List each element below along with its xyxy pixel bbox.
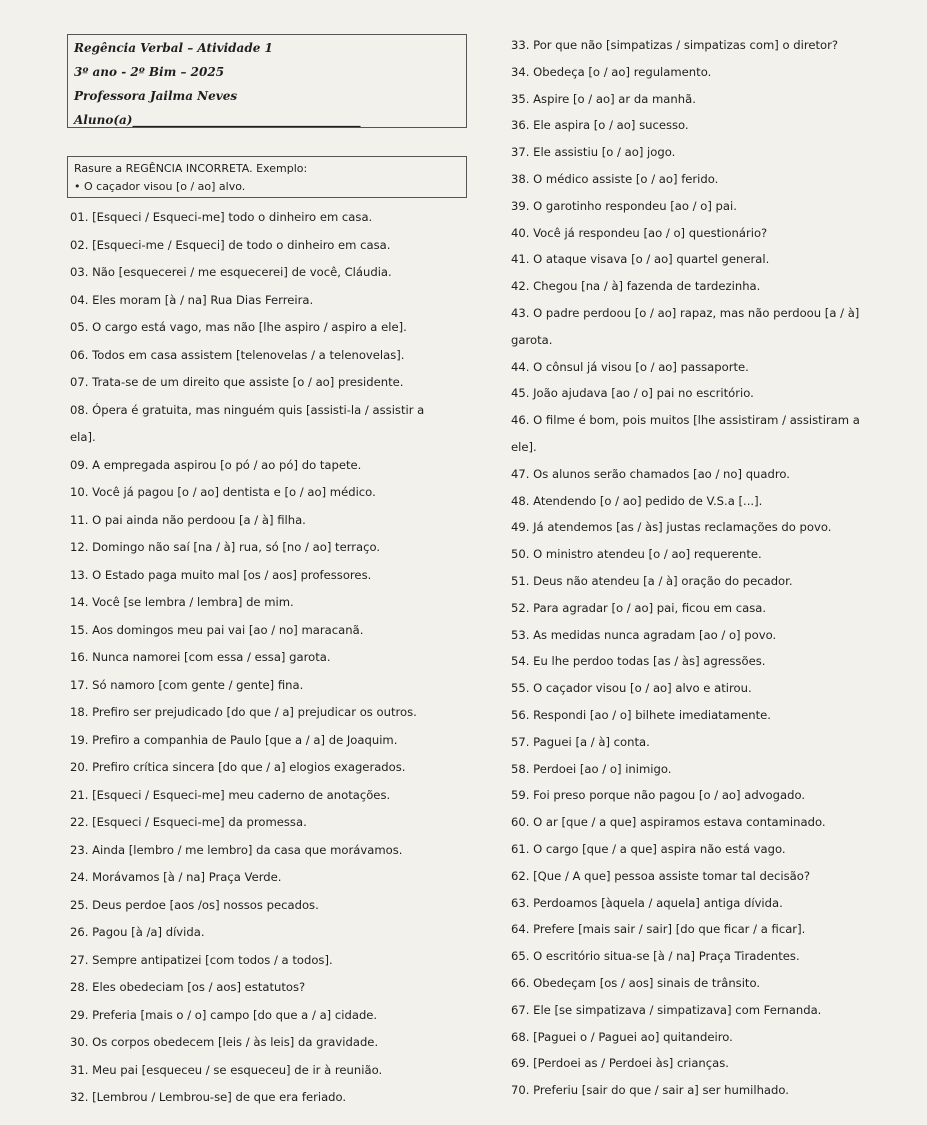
question-line[interactable]: 25. Deus perdoe [aos /os] nossos pecados. — [70, 897, 319, 912]
question-line[interactable]: 43. O padre perdoou [o / ao] rapaz, mas não perdoou [a / à] — [511, 306, 860, 320]
question-line[interactable]: 40. Você já respondeu [ao / o] questionário? — [511, 225, 768, 240]
question-line[interactable]: 11. O pai ainda não perdoou [a / à] filha. — [70, 512, 306, 527]
question-line[interactable]: 47. Os alunos serão chamados [ao / no] quadro. — [511, 466, 790, 481]
question-line[interactable]: 18. Prefiro ser prejudicado [do que / a] prejudicar os outros. — [70, 705, 417, 719]
question-line[interactable]: 50. O ministro atendeu [o / ao] requerente. — [511, 547, 762, 562]
question-line[interactable]: 06. Todos em casa assistem [telenovelas / a telenovelas]. — [70, 347, 405, 362]
header-box — [67, 34, 467, 128]
question-line[interactable]: 27. Sempre antipatizei [com todos / a todos]. — [70, 952, 333, 967]
worksheet-title: Regência Verbal – Atividade 1 — [74, 41, 273, 55]
question-line[interactable]: 65. O escritório situa-se [à / na] Praça Tiradentes. — [511, 949, 800, 964]
question-line[interactable]: 42. Chegou [na / à] fazenda de tardezinha. — [511, 279, 761, 294]
question-line[interactable]: 08. Ópera é gratuita, mas ninguém quis [assisti-la / assistir a — [70, 402, 425, 417]
question-line[interactable]: 58. Perdoei [ao / o] inimigo. — [511, 761, 672, 776]
question-line[interactable]: 63. Perdoamos [àquela / aquela] antiga dívida. — [511, 895, 783, 910]
class-line: 3º ano - 2º Bim – 2025 — [74, 65, 225, 79]
question-line[interactable]: 02. [Esqueci-me / Esqueci] de todo o dinheiro em casa. — [70, 237, 391, 252]
question-line[interactable]: 68. [Paguei o / Paguei ao] quitandeiro. — [511, 1029, 733, 1044]
question-line[interactable]: 22. [Esqueci / Esqueci-me] da promessa. — [70, 815, 307, 829]
question-line[interactable]: 31. Meu pai [esqueceu / se esqueceu] de ir à reunião. — [70, 1062, 383, 1077]
question-line[interactable]: 07. Trata-se de um direito que assiste [o / ao] presidente. — [70, 375, 404, 389]
question-line[interactable]: 03. Não [esquecerei / me esquecerei] de você, Cláudia. — [70, 265, 392, 279]
question-line[interactable]: 51. Deus não atendeu [a / à] oração do pecador. — [511, 574, 793, 588]
question-line[interactable]: 33. Por que não [simpatizas / simpatizas com] o diretor? — [511, 38, 839, 52]
question-line[interactable]: 16. Nunca namorei [com essa / essa] garota. — [70, 650, 331, 664]
question-line[interactable]: 35. Aspire [o / ao] ar da manhã. — [511, 91, 696, 106]
question-line[interactable]: 23. Ainda [lembro / me lembro] da casa que morávamos. — [70, 842, 403, 857]
question-line[interactable]: 05. O cargo está vago, mas não [lhe aspiro / aspiro a ele]. — [70, 320, 407, 334]
question-line[interactable]: 69. [Perdoei as / Perdoei às] crianças. — [511, 1056, 729, 1071]
student-name-field[interactable]: Aluno(a)______________________________________ — [74, 113, 361, 127]
question-line[interactable]: 14. Você [se lembra / lembra] de mim. — [70, 595, 294, 609]
question-line[interactable]: 62. [Que / A que] pessoa assiste tomar tal decisão? — [511, 868, 810, 883]
teacher-name: Professora Jailma Neves — [74, 89, 238, 103]
question-line[interactable]: ela]. — [70, 430, 96, 444]
question-line[interactable]: 01. [Esqueci / Esqueci-me] todo o dinheiro em casa. — [70, 210, 373, 224]
question-line[interactable]: 28. Eles obedeciam [os / aos] estatutos? — [70, 980, 306, 994]
example-box — [67, 156, 467, 198]
question-line[interactable]: 34. Obedeça [o / ao] regulamento. — [511, 64, 712, 79]
question-line[interactable]: 56. Respondi [ao / o] bilhete imediatamente. — [511, 708, 771, 722]
question-line[interactable]: 60. O ar [que / a que] aspiramos estava contaminado. — [511, 815, 826, 830]
question-line[interactable]: 70. Preferiu [sair do que / sair a] ser humilhado. — [511, 1083, 789, 1098]
question-line[interactable]: 09. A empregada aspirou [o pó / ao pó] do tapete. — [70, 457, 362, 472]
question-line[interactable]: 21. [Esqueci / Esqueci-me] meu caderno de anotações. — [70, 787, 391, 802]
instruction: Rasure a REGÊNCIA INCORRETA. Exemplo: — [74, 162, 308, 175]
question-line[interactable]: 19. Prefiro a companhia de Paulo [que a / a] de Joaquim. — [70, 732, 398, 747]
question-line[interactable]: 64. Prefere [mais sair / sair] [do que ficar / a ficar]. — [511, 922, 806, 937]
question-line[interactable]: garota. — [511, 332, 553, 347]
question-line[interactable]: 10. Você já pagou [o / ao] dentista e [o / ao] médico. — [70, 485, 376, 499]
question-line[interactable]: 36. Ele aspira [o / ao] sucesso. — [511, 118, 689, 133]
question-line[interactable]: 46. O filme é bom, pois muitos [lhe assistiram / assistiram a — [511, 413, 860, 428]
student-label: Aluno(a) — [74, 113, 133, 127]
question-line[interactable]: ele]. — [511, 440, 537, 454]
example-item: • O caçador visou [o / ao] alvo. — [74, 180, 246, 193]
question-line[interactable]: 57. Paguei [a / à] conta. — [511, 734, 650, 749]
question-line[interactable]: 52. Para agradar [o / ao] pai, ficou em casa. — [511, 600, 767, 615]
question-line[interactable]: 45. João ajudava [ao / o] pai no escritório. — [511, 386, 754, 401]
question-line[interactable]: 59. Foi preso porque não pagou [o / ao] advogado. — [511, 788, 806, 803]
question-line[interactable]: 44. O cônsul já visou [o / ao] passaporte. — [511, 359, 749, 374]
question-line[interactable]: 32. [Lembrou / Lembrou-se] de que era feriado. — [70, 1090, 347, 1104]
question-line[interactable]: 66. Obedeçam [os / aos] sinais de trânsito. — [511, 976, 761, 990]
question-line[interactable]: 24. Morávamos [à / na] Praça Verde. — [70, 870, 282, 884]
question-line[interactable]: 37. Ele assistiu [o / ao] jogo. — [511, 145, 676, 160]
question-line[interactable]: 13. O Estado paga muito mal [os / aos] professores. — [70, 567, 372, 582]
question-line[interactable]: 53. As medidas nunca agradam [ao / o] povo. — [511, 627, 777, 642]
question-line[interactable]: 67. Ele [se simpatizava / simpatizava] com Fernanda. — [511, 1002, 822, 1017]
question-line[interactable]: 61. O cargo [que / a que] aspira não está vago. — [511, 842, 786, 856]
question-line[interactable]: 30. Os corpos obedecem [leis / às leis] da gravidade. — [70, 1035, 379, 1049]
question-line[interactable]: 12. Domingo não saí [na / à] rua, só [no / ao] terraço. — [70, 540, 381, 554]
question-line[interactable]: 49. Já atendemos [as / às] justas reclamações do povo. — [511, 520, 832, 535]
question-line[interactable]: 41. O ataque visava [o / ao] quartel general. — [511, 252, 770, 267]
question-line[interactable]: 48. Atendendo [o / ao] pedido de V.S.a [...]. — [511, 493, 763, 508]
question-line[interactable]: 15. Aos domingos meu pai vai [ao / no] maracanã. — [70, 622, 364, 637]
question-line[interactable]: 17. Só namoro [com gente / gente] fina. — [70, 677, 304, 692]
question-line[interactable]: 39. O garotinho respondeu [ao / o] pai. — [511, 198, 737, 213]
question-line[interactable]: 38. O médico assiste [o / ao] ferido. — [511, 172, 719, 186]
question-line[interactable]: 26. Pagou [à /a] dívida. — [70, 925, 205, 939]
question-line[interactable]: 20. Prefiro crítica sincera [do que / a] elogios exagerados. — [70, 760, 406, 774]
question-line[interactable]: 54. Eu lhe perdoo todas [as / às] agressões. — [511, 654, 766, 669]
question-line[interactable]: 29. Preferia [mais o / o] campo [do que a / a] cidade. — [70, 1007, 378, 1022]
question-line[interactable]: 04. Eles moram [à / na] Rua Dias Ferreira. — [70, 292, 314, 307]
question-line[interactable]: 55. O caçador visou [o / ao] alvo e atirou. — [511, 681, 752, 696]
